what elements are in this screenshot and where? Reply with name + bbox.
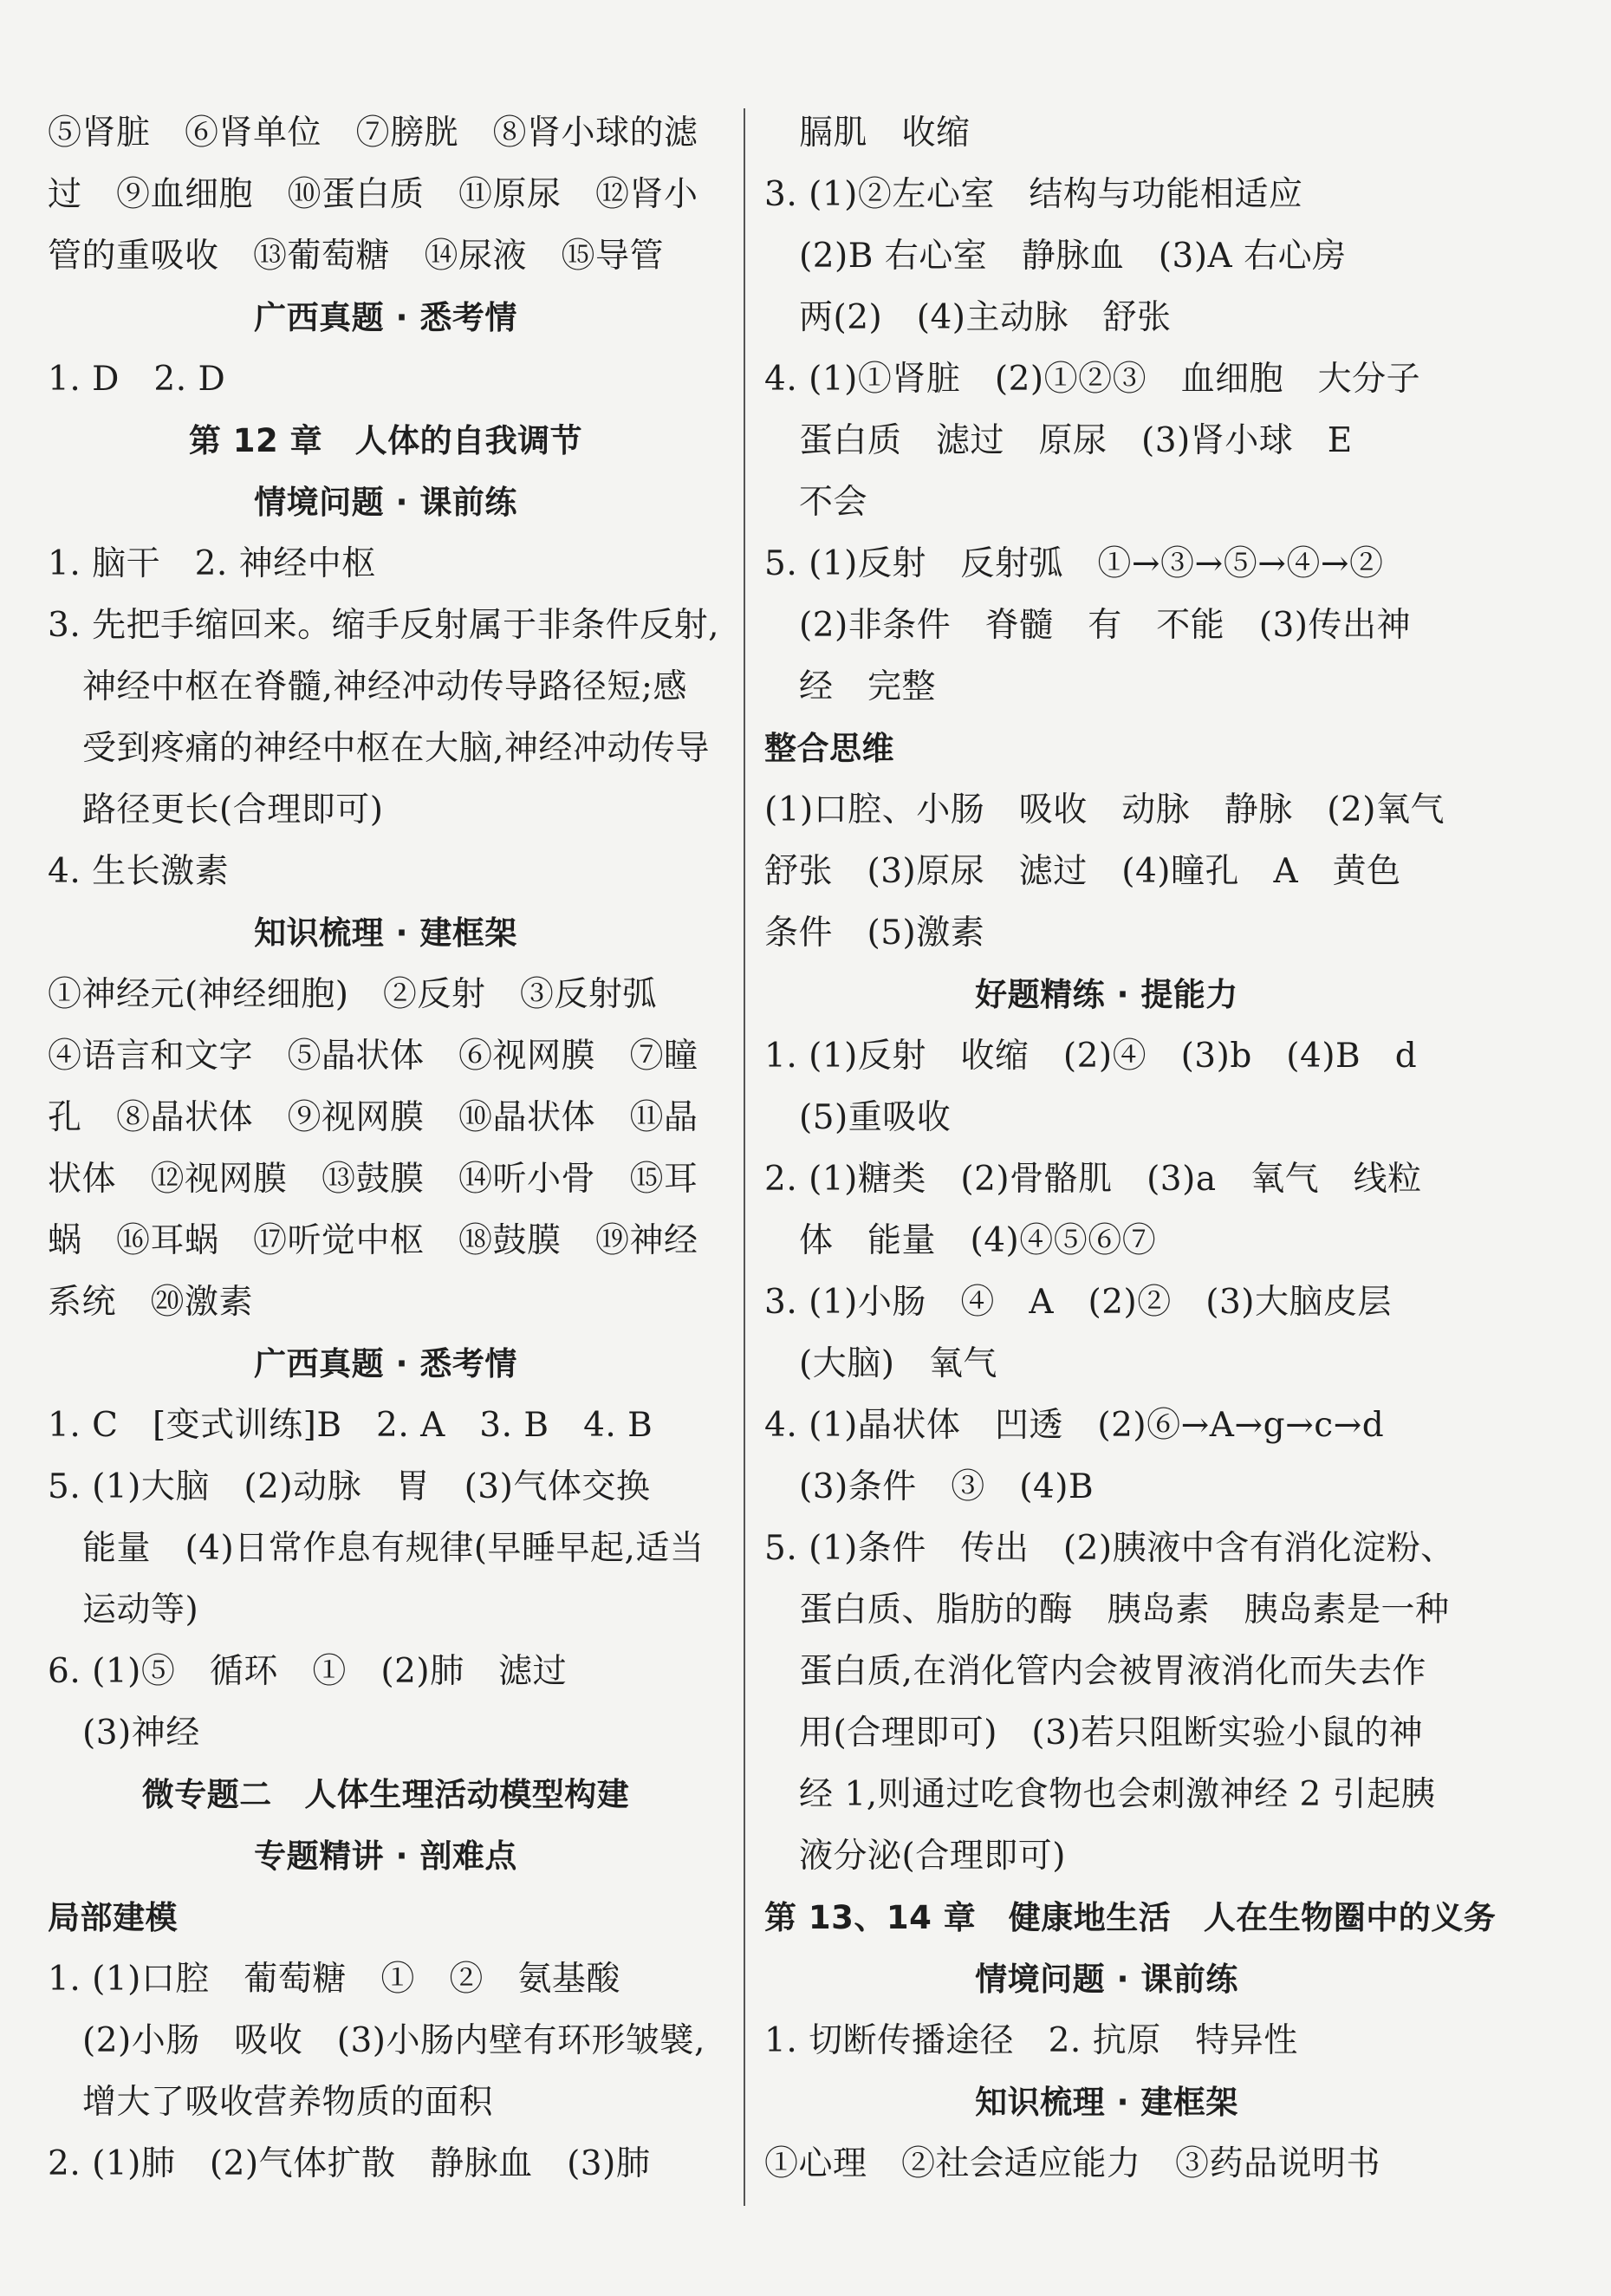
answer-line: ①神经元(神经细胞) ②反射 ③反射弧: [48, 975, 657, 1014]
answer-line: 经 完整: [799, 667, 937, 706]
left-column: [48, 102, 724, 2195]
answer-line: (3)条件 ③ (4)B: [799, 1467, 1095, 1506]
answer-line: 4. (1)晶状体 凹透 (2)⑥→A→g→c→d: [764, 1406, 1385, 1445]
answer-line: 1. 切断传播途径 2. 抗原 特异性: [764, 2021, 1298, 2060]
answer-line: 4. (1)①肾脏 (2)①②③ 血细胞 大分子: [764, 360, 1421, 399]
answer-line: 蛋白质 滤过 原尿 (3)肾小球 E: [799, 421, 1353, 460]
answer-line: 3. (1)②左心室 结构与功能相适应: [764, 175, 1303, 214]
answer-line: 条件 (5)激素: [764, 914, 985, 953]
answer-line: 5. (1)反射 反射弧 ①→③→⑤→④→②: [764, 544, 1384, 583]
answer-line: 舒张 (3)原尿 滤过 (4)瞳孔 A 黄色: [764, 852, 1401, 891]
answer-line: 过 ⑨血细胞 ⑩蛋白质 ⑪原尿 ⑫肾小: [48, 175, 698, 214]
answer-line: 蛋白质、脂肪的酶 胰岛素 胰岛素是一种: [799, 1590, 1450, 1629]
answer-line: 用(合理即可) (3)若只阻断实验小鼠的神: [799, 1714, 1424, 1753]
section-heading: 知识梳理 · 建框架: [254, 914, 517, 952]
section-heading: 整合思维: [764, 730, 894, 767]
column-divider: [744, 108, 745, 2206]
answer-line: 5. (1)条件 传出 (2)胰液中含有消化淀粉、: [764, 1529, 1455, 1568]
answer-line: 能量 (4)日常作息有规律(早睡早起,适当: [82, 1529, 705, 1568]
answer-line: 蛋白质,在消化管内会被胃液消化而失去作: [799, 1652, 1426, 1691]
answer-line: 运动等): [82, 1590, 199, 1629]
section-heading: 专题精讲 · 剖难点: [254, 1837, 517, 1875]
answer-line: 1. D 2. D: [48, 360, 226, 399]
answer-line: (3)神经: [82, 1714, 200, 1753]
section-heading: 知识梳理 · 建框架: [975, 2084, 1238, 2121]
answer-line: 管的重吸收 ⑬葡萄糖 ⑭尿液 ⑮导管: [48, 237, 665, 276]
answer-line: 3. (1)小肠 ④ A (2)② (3)大脑皮层: [764, 1283, 1393, 1322]
answer-line: 受到疼痛的神经中枢在大脑,神经冲动传导: [82, 729, 710, 768]
answer-line: (2)小肠 吸收 (3)小肠内壁有环形皱襞,: [82, 2021, 705, 2060]
answer-line: 液分泌(合理即可): [799, 1837, 1066, 1876]
answer-line: 体 能量 (4)④⑤⑥⑦: [799, 1221, 1157, 1260]
answer-line: 1. C [变式训练]B 2. A 3. B 4. B: [48, 1406, 653, 1445]
answer-line: 5. (1)大脑 (2)动脉 胃 (3)气体交换: [48, 1467, 651, 1506]
section-heading: 广西真题 · 悉考情: [254, 1345, 517, 1382]
answer-line: 2. (1)肺 (2)气体扩散 静脉血 (3)肺: [48, 2144, 651, 2183]
answer-line: 3. 先把手缩回来。缩手反射属于非条件反射,: [48, 606, 720, 645]
answer-line: 1. (1)口腔 葡萄糖 ① ② 氨基酸: [48, 1960, 620, 1999]
answer-line: 1. 脑干 2. 神经中枢: [48, 544, 376, 583]
answer-line: 状体 ⑫视网膜 ⑬鼓膜 ⑭听小骨 ⑮耳: [48, 1160, 698, 1199]
section-heading: 情境问题 · 课前练: [254, 484, 517, 521]
answer-line: 6. (1)⑤ 循环 ① (2)肺 滤过: [48, 1652, 568, 1691]
section-heading: 微专题二 人体生理活动模型构建: [141, 1776, 630, 1813]
right-column: [764, 102, 1497, 2195]
answer-line: 4. 生长激素: [48, 852, 230, 891]
answer-line: 经 1,则通过吃食物也会刺激神经 2 引起胰: [799, 1775, 1436, 1814]
section-heading: 好题精练 · 提能力: [975, 976, 1238, 1013]
section-heading: 广西真题 · 悉考情: [254, 299, 517, 336]
answer-line: 不会: [799, 483, 868, 522]
answer-line: ④语言和文字 ⑤晶状体 ⑥视网膜 ⑦瞳: [48, 1037, 698, 1076]
section-heading: 局部建模: [48, 1899, 178, 1936]
answer-line: (2)B 右心室 静脉血 (3)A 右心房: [799, 237, 1347, 276]
section-heading: 情境问题 · 课前练: [975, 1961, 1238, 1998]
section-heading: 第 13、14 章 健康地生活 人在生物圈中的义务: [764, 1899, 1497, 1936]
answer-line: 增大了吸收营养物质的面积: [82, 2083, 494, 2122]
answer-line: ①心理 ②社会适应能力 ③药品说明书: [764, 2144, 1381, 2183]
answer-line: 系统 ⑳激素: [48, 1283, 254, 1322]
answer-line: (5)重吸收: [799, 1098, 952, 1137]
answer-line: 神经中枢在脊髓,神经冲动传导路径短;感: [82, 667, 688, 706]
answer-line: (1)口腔、小肠 吸收 动脉 静脉 (2)氧气: [764, 790, 1445, 829]
answer-line: 1. (1)反射 收缩 (2)④ (3)b (4)B d: [764, 1037, 1418, 1076]
answer-line: 膈肌 收缩: [799, 114, 971, 153]
answer-line: 路径更长(合理即可): [82, 790, 384, 829]
answer-line: ⑤肾脏 ⑥肾单位 ⑦膀胱 ⑧肾小球的滤: [48, 114, 698, 153]
answer-line: (2)非条件 脊髓 有 不能 (3)传出神: [799, 606, 1411, 645]
answer-line: 两(2) (4)主动脉 舒张: [799, 298, 1172, 337]
answer-line: 蜗 ⑯耳蜗 ⑰听觉中枢 ⑱鼓膜 ⑲神经: [48, 1221, 698, 1260]
answer-line: (大脑) 氧气: [799, 1344, 997, 1383]
answer-line: 2. (1)糖类 (2)骨骼肌 (3)a 氧气 线粒: [764, 1160, 1422, 1199]
section-heading: 第 12 章 人体的自我调节: [188, 422, 583, 459]
answer-line: 孔 ⑧晶状体 ⑨视网膜 ⑩晶状体 ⑪晶: [48, 1098, 698, 1137]
